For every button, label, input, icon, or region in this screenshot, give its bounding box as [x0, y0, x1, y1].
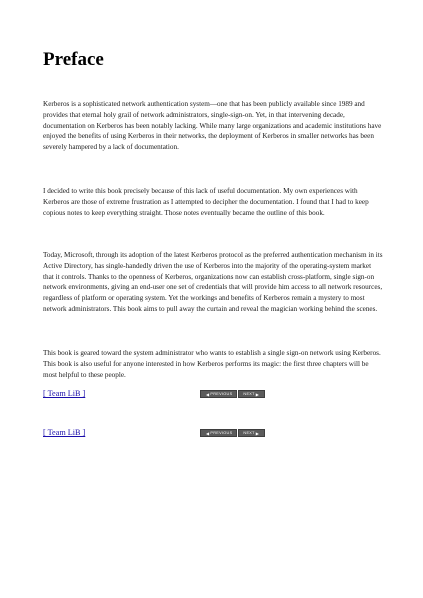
next-label: NEXT [243, 431, 255, 435]
team-lib-link[interactable]: [ Team LiB ] [43, 428, 86, 437]
paragraph-1: Kerberos is a sophisticated network authentication system—one that has been publicly available since 1989 and provides that eternal holy grail of network administrators, single-sign-on. Yet, in that intervening decade, documentation on Kerberos has been notably lacking. While many large organizations and academic institutions have enjoyed the benefits of using Kerberos in their networks, the deployment of Kerberos in smaller networks has been severely hampered by a lack of documentation. [43, 100, 382, 152]
previous-button[interactable] [200, 429, 237, 437]
previous-label: PREVIOUS [210, 431, 233, 435]
next-button[interactable] [238, 429, 265, 437]
nav-buttons [200, 429, 265, 437]
next-arrow-icon: ▶ [255, 391, 260, 397]
paragraph-2: I decided to write this book precisely because of this lack of useful documentation. My own experiences with Kerberos are those of extreme frustration as I attempted to decipher the documentation. I found that I had to keep copious notes to keep everything straight. Those notes eventually became the outline of this book. [43, 187, 369, 217]
paragraph-4: This book is geared toward the system administrator who wants to establish a single sign-on network using Kerberos. This book is also useful for anyone interested in how Kerberos performs its magic: the first three chapters will be most helpful to these people. [43, 349, 381, 379]
previous-arrow-icon: ◀ [206, 391, 210, 397]
paragraph-3: Today, Microsoft, through its adoption of the latest Kerberos protocol as the preferred authentication mechanism in its Active Directory, has single-handedly driven the use of Kerberos into the majority of the operating-system market that it controls. Thanks to the openness of Kerberos, organizations now can establish cross-platform, single sign-on network environments, giving an end-user one set of credentials that will provide him access to all network resources, regardless of platform or operating system. Yet the workings and benefits of Kerberos remain a mystery to most network administrators. This book aims to pull away the curtain and reveal the magician working behind the scenes. [43, 251, 383, 313]
team-lib-link[interactable]: [ Team LiB ] [43, 389, 86, 398]
next-label: NEXT [243, 392, 255, 396]
next-button[interactable] [238, 390, 265, 398]
previous-arrow-icon: ◀ [206, 430, 210, 436]
navigation-bar-bottom [43, 427, 383, 439]
nav-buttons [200, 390, 265, 398]
page-title: Preface [43, 49, 104, 70]
navigation-bar-top [43, 388, 383, 400]
previous-button[interactable] [200, 390, 237, 398]
next-arrow-icon: ▶ [255, 430, 260, 436]
previous-label: PREVIOUS [210, 392, 233, 396]
